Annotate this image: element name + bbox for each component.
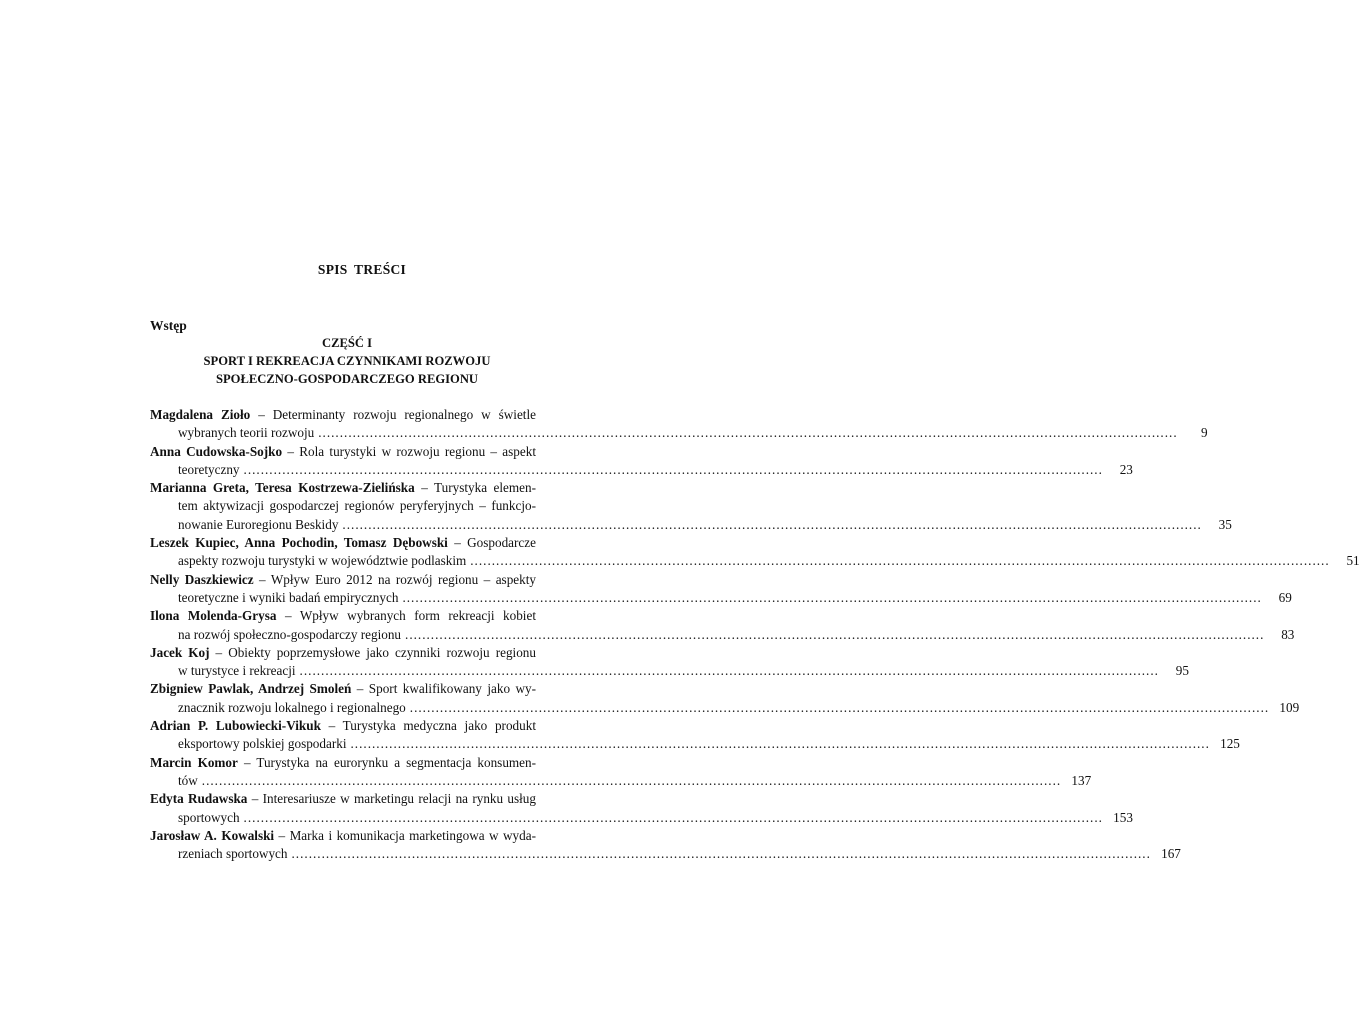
toc-list [150, 406, 1360, 863]
toc-page-number: 137 [1071, 772, 1092, 788]
toc-entry-first-line [150, 644, 536, 662]
toc-page-number: 35 [1218, 516, 1232, 532]
part-number: CZĘŚĆ I [321, 336, 373, 350]
toc-entry-authors: Leszek Kupiec, Anna Pochodin, Tomasz Dębowski [150, 535, 448, 551]
intro-heading: Wstęp [150, 318, 187, 333]
toc-entry-title-start: – Gospodarcze [447, 535, 536, 551]
toc-entry [150, 827, 1181, 864]
toc-entry-title-end: znacznik rozwoju lokalnego i regionalnego [178, 699, 406, 715]
toc-entry-authors: Zbigniew Pawlak, Andrzej Smoleń [150, 681, 352, 697]
toc-entry-title-start: – Marka i komunikacja marketingowa w wyda- [274, 827, 536, 843]
toc-entry-last-line [178, 662, 1189, 680]
toc-entry-title-end: teoretyczne i wyniki badań empirycznych [178, 589, 399, 605]
toc-entry [150, 644, 1189, 681]
toc-entry-first-line [150, 571, 536, 589]
toc-entry-title-start: – Turystyka na eurorynku a segmentacja konsumen- [237, 754, 537, 770]
toc-page-number: 51 [1346, 553, 1360, 569]
toc-page-number: 23 [1119, 461, 1133, 477]
dot-leader: ........................................................................................................................................................................................................ [243, 809, 1103, 825]
toc-entry-first-line [150, 717, 536, 735]
toc-entry-last-line [178, 461, 1133, 479]
toc-entry-title-end: na rozwój społeczno-gospodarczy regionu [178, 626, 402, 642]
toc-entry [150, 607, 1295, 644]
toc-entry [150, 534, 1360, 571]
toc-entry [150, 680, 1300, 717]
toc-page-number: 109 [1279, 699, 1300, 715]
toc-entry-title-end: eksportowy polskiej gospodarki [178, 736, 347, 752]
toc-page-number: 125 [1220, 736, 1240, 752]
page-title: SPIS TREŚCI [317, 262, 407, 277]
toc-entry-first-line [150, 443, 536, 461]
toc-entry-title-start: – Sport kwalifikowany jako wy- [351, 681, 536, 697]
toc-entry [150, 406, 1208, 443]
toc-entry-authors: Jarosław A. Kowalski [150, 827, 275, 843]
toc-entry-authors: Anna Cudowska-Sojko [150, 443, 283, 459]
dot-leader: ........................................................................................................................................................................................................ [405, 626, 1265, 642]
toc-entry-last-line [178, 735, 1240, 753]
dot-leader: ........................................................................................................................................................................................................ [201, 772, 1062, 788]
dot-leader: ........................................................................................................................................................................................................ [470, 553, 1330, 569]
toc-entry-first-line [150, 754, 536, 772]
toc-entry-title-start: – Rola turystyki w rozwoju regionu – aspekt [282, 443, 536, 459]
toc-entry-first-line [150, 680, 536, 698]
toc-entry-last-line [178, 516, 1232, 534]
toc-page-number: 167 [1161, 846, 1181, 862]
toc-entry-authors: Marianna Greta, Teresa Kostrzewa-Zielińska [150, 480, 415, 496]
toc-entry-last-line [178, 772, 1092, 790]
toc-entry-first-line [150, 534, 536, 552]
toc-entry [150, 479, 1232, 534]
toc-entry [150, 717, 1240, 754]
toc-entry-title-end: rzeniach sportowych [178, 846, 288, 862]
toc-page-number: 83 [1281, 626, 1295, 642]
dot-leader: ........................................................................................................................................................................................................ [243, 461, 1103, 477]
toc-entry-title-start: – Wpływ wybranych form rekreacji kobiet [276, 608, 536, 624]
toc-entry-title-end: sportowych [178, 809, 240, 825]
toc-entry-last-line [178, 626, 1295, 644]
toc-entry-first-line [150, 607, 536, 625]
toc-entry-continuation: tem aktywizacji gospodarczej regionów peryferyjnych – funkcjo- [178, 498, 536, 514]
toc-page-number: 9 [1201, 425, 1208, 441]
toc-entry-last-line [178, 845, 1181, 863]
toc-entry-title-end: wybranych teorii rozwoju [178, 425, 315, 441]
toc-entry-authors: Edyta Rudawska [150, 791, 248, 807]
toc-entry-title-start: – Wpływ Euro 2012 na rozwój regionu – aspekty [253, 571, 536, 587]
dot-leader: ........................................................................................................................................................................................................ [409, 699, 1270, 715]
toc-entry-title-start: – Turystyka elemen- [414, 480, 536, 496]
dot-leader: ........................................................................................................................................................................................................ [299, 663, 1159, 679]
dot-leader: ........................................................................................................................................................................................................ [291, 846, 1151, 862]
dot-leader: ........................................................................................................................................................................................................ [342, 516, 1202, 532]
part-header [150, 334, 544, 388]
part-title-line-2: SPOŁECZNO-GOSPODARCZEGO REGIONU [215, 372, 479, 386]
toc-entry-last-line [178, 589, 1292, 607]
dot-leader: ........................................................................................................................................................................................................ [402, 589, 1262, 605]
toc-entry [150, 571, 1292, 608]
toc-entry-title-end: nowanie Euroregionu Beskidy [178, 516, 339, 532]
toc-page-number: 95 [1175, 663, 1189, 679]
toc-page-number: 69 [1278, 589, 1292, 605]
toc-page-number: 153 [1113, 809, 1133, 825]
toc-entry-first-line [150, 406, 536, 424]
toc-entry-authors: Ilona Molenda-Grysa [150, 608, 277, 624]
toc-entry-last-line [178, 809, 1133, 827]
toc-entry-last-line [178, 699, 1300, 717]
toc-entry-authors: Jacek Koj [150, 644, 210, 660]
toc-entry-first-line [150, 790, 536, 808]
dot-leader: ........................................................................................................................................................................................................ [318, 425, 1178, 441]
toc-entry-title-end: aspekty rozwoju turystyki w województwie podlaskim [178, 553, 467, 569]
toc-entry-title-start: – Determinanty rozwoju regionalnego w świetle [250, 407, 536, 422]
toc-entry-title-end: tów [178, 772, 198, 788]
toc-entry-authors: Magdalena Zioło [150, 407, 251, 422]
toc-entry-title-start: – Interesariusze w marketingu relacji na rynku usług [247, 791, 536, 807]
part-title-line-1: SPORT I REKREACJA CZYNNIKAMI ROZWOJU [203, 354, 491, 368]
toc-entry-first-line [150, 479, 536, 497]
toc-entry [150, 754, 1092, 791]
toc-entry-last-line [178, 552, 1360, 570]
dot-leader: ........................................................................................................................................................................................................ [350, 736, 1210, 752]
toc-entry-last-line [178, 424, 1208, 442]
toc-entry-first-line [150, 827, 536, 845]
toc-entry [150, 443, 1133, 480]
toc-entry-title-end: w turystyce i rekreacji [178, 663, 296, 679]
toc-entry-authors: Adrian P. Lubowiecki-Vikuk [150, 718, 321, 734]
toc-entry-title-start: – Obiekty poprzemysłowe jako czynniki rozwoju regionu [209, 644, 536, 660]
toc-entry-authors: Nelly Daszkiewicz [150, 571, 254, 587]
toc-entry [150, 790, 1133, 827]
toc-entry-title-end: teoretyczny [178, 461, 240, 477]
toc-entry-authors: Marcin Komor [150, 754, 238, 770]
toc-entry-title-start: – Turystyka medyczna jako produkt [320, 718, 536, 734]
